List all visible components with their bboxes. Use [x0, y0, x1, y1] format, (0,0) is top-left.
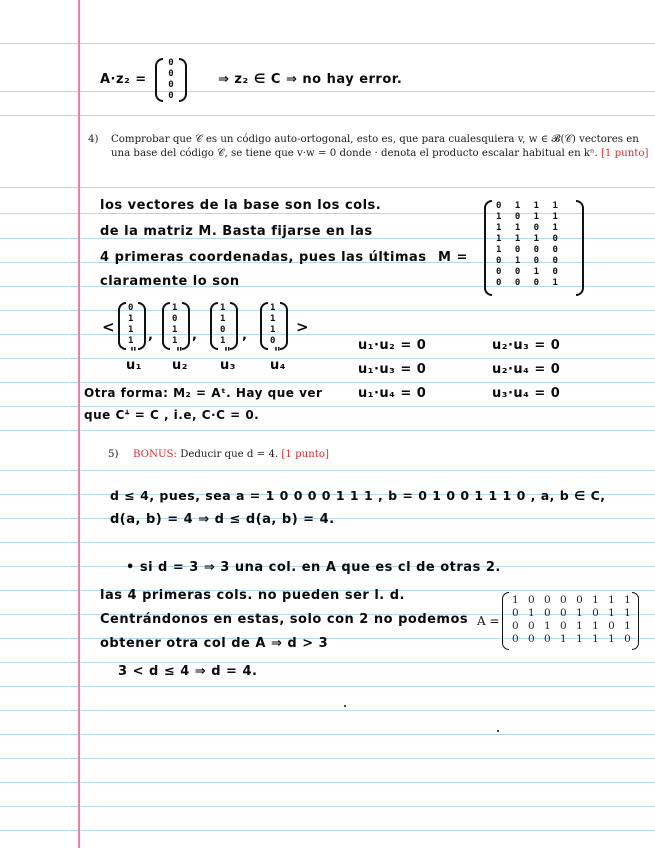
comma: , [192, 328, 198, 343]
answer5-line3: • si d = 3 ⇒ 3 una col. en A que es cl de otras 2. [126, 560, 501, 575]
ruled-line [0, 782, 655, 783]
vector-label: u₁ [126, 358, 142, 373]
matrix-m-label: M = [438, 250, 468, 265]
matrix-a-bracket-right [632, 592, 639, 650]
ruled-line [0, 382, 655, 383]
basis-open: < [102, 318, 116, 336]
answer4-line2: de la matriz M. Basta fijarse en las [100, 224, 373, 239]
answer4-line4: claramente lo son [100, 274, 240, 289]
matrix-m-bracket-right [576, 200, 584, 296]
margin-line [78, 0, 80, 848]
answer4-other-line2: que Cᗮ = C , i.e, C·C = 0. [84, 408, 260, 422]
top-equation: A·z₂ = [100, 72, 147, 87]
answer4-line1: los vectores de la base son los cols. [100, 198, 382, 213]
answer5-line5: Centrándonos en estas, solo con 2 no podemos [100, 612, 469, 627]
basis-vector-1: 0 1 1 1 [128, 303, 134, 346]
answer5-line6: obtener otra col de A ⇒ d > 3 [100, 636, 329, 651]
ruled-line [0, 358, 655, 359]
ruled-line [0, 830, 655, 831]
paren-right [179, 58, 187, 102]
stray-dot [497, 730, 499, 732]
answer5-line1: d ≤ 4, pues, sea a = 1 0 0 0 0 1 1 1 , b = 0 1 0 0 1 1 1 0 , a, b ∈ C, [110, 488, 606, 503]
problem-4-number: 4) [88, 134, 99, 145]
matrix-m: 0 1 1 1 1 0 1 1 1 1 0 1 1 1 1 0 1 0 0 0 0 1 0 0 0 0 1 0 0 0 0 1 [496, 201, 562, 288]
matrix-m-bracket-left [484, 200, 492, 296]
problem-4-text: Comprobar que 𝒞 es un código auto-ortogonal, esto es, que para cualesquiera v, w ∈ 𝓑(𝒞) vectores en una base del código 𝒞, se tiene que v·w = 0 donde · denota el producto escalar habitual en kⁿ. [1 punto] [111, 134, 649, 159]
ruled-line [0, 542, 655, 543]
ruled-line [0, 115, 655, 116]
top-vector: 0 0 0 0 [168, 58, 174, 101]
paren-left [210, 302, 218, 350]
answer4-line3: 4 primeras coordenadas, pues las últimas [100, 250, 427, 265]
basis-vector-4: 1 1 1 0 [270, 303, 276, 346]
paren-left [260, 302, 268, 350]
ruled-line [0, 662, 655, 663]
dot-product: u₁·u₃ = 0 [358, 362, 427, 377]
problem-5-text: BONUS: Deducir que d = 4. [1 punto] [133, 449, 329, 460]
answer5-line2: d(a, b) = 4 ⇒ d ≤ d(a, b) = 4. [110, 512, 335, 527]
basis-vector-3: 1 1 0 1 [220, 303, 226, 346]
matrix-a-label: A = [477, 614, 500, 628]
matrix-a: 1 0 0 0 0 1 1 1 0 1 0 0 1 0 1 1 0 0 1 0 1 1 0 1 0 0 0 1 1 1 1 0 [512, 594, 634, 645]
vector-label: u₃ [220, 358, 236, 373]
ruled-line [0, 734, 655, 735]
problem-5-number: 5) [108, 449, 119, 460]
paren-right [182, 302, 190, 350]
points-badge: [1 punto] [281, 449, 329, 460]
paren-left [155, 58, 163, 102]
dot-product: u₂·u₄ = 0 [492, 362, 561, 377]
ruled-line [0, 43, 655, 44]
dot-product: u₂·u₃ = 0 [492, 338, 561, 353]
ruled-line [0, 758, 655, 759]
ditto-mark: " [130, 346, 138, 361]
paren-left [162, 302, 170, 350]
paren-right [138, 302, 146, 350]
paren-right [230, 302, 238, 350]
ruled-line [0, 806, 655, 807]
basis-close: > [296, 318, 310, 336]
answer5-line7: 3 < d ≤ 4 ⇒ d = 4. [118, 664, 258, 679]
ruled-line [0, 406, 655, 407]
paren-right [280, 302, 288, 350]
ditto-mark: " [274, 346, 282, 361]
dot-product: u₁·u₂ = 0 [358, 338, 427, 353]
answer4-other-line1: Otra forma: M₂ = Aᵗ. Hay que ver [84, 386, 323, 400]
points-badge: [1 punto] [600, 148, 649, 159]
ditto-mark: " [224, 346, 232, 361]
top-conclusion: ⇒ z₂ ∈ C ⇒ no hay error. [218, 72, 403, 87]
dot-product: u₃·u₄ = 0 [492, 386, 561, 401]
ruled-line [0, 430, 655, 431]
ruled-line [0, 310, 655, 311]
ruled-line [0, 334, 655, 335]
comma: , [242, 328, 248, 343]
ditto-mark: " [176, 346, 184, 361]
basis-vector-2: 1 0 1 1 [172, 303, 178, 346]
comma: , [148, 328, 154, 343]
ruled-line [0, 470, 655, 471]
stray-dot [344, 705, 346, 707]
answer5-line4: las 4 primeras cols. no pueden ser l. d. [100, 588, 405, 603]
vector-label: u₂ [172, 358, 188, 373]
matrix-a-bracket-left [502, 592, 509, 650]
paren-left [118, 302, 126, 350]
ruled-line [0, 686, 655, 687]
vector-label: u₄ [270, 358, 286, 373]
ruled-line [0, 91, 655, 92]
bonus-label: BONUS: [133, 449, 177, 460]
ruled-line [0, 187, 655, 188]
dot-product: u₁·u₄ = 0 [358, 386, 427, 401]
ruled-line [0, 710, 655, 711]
